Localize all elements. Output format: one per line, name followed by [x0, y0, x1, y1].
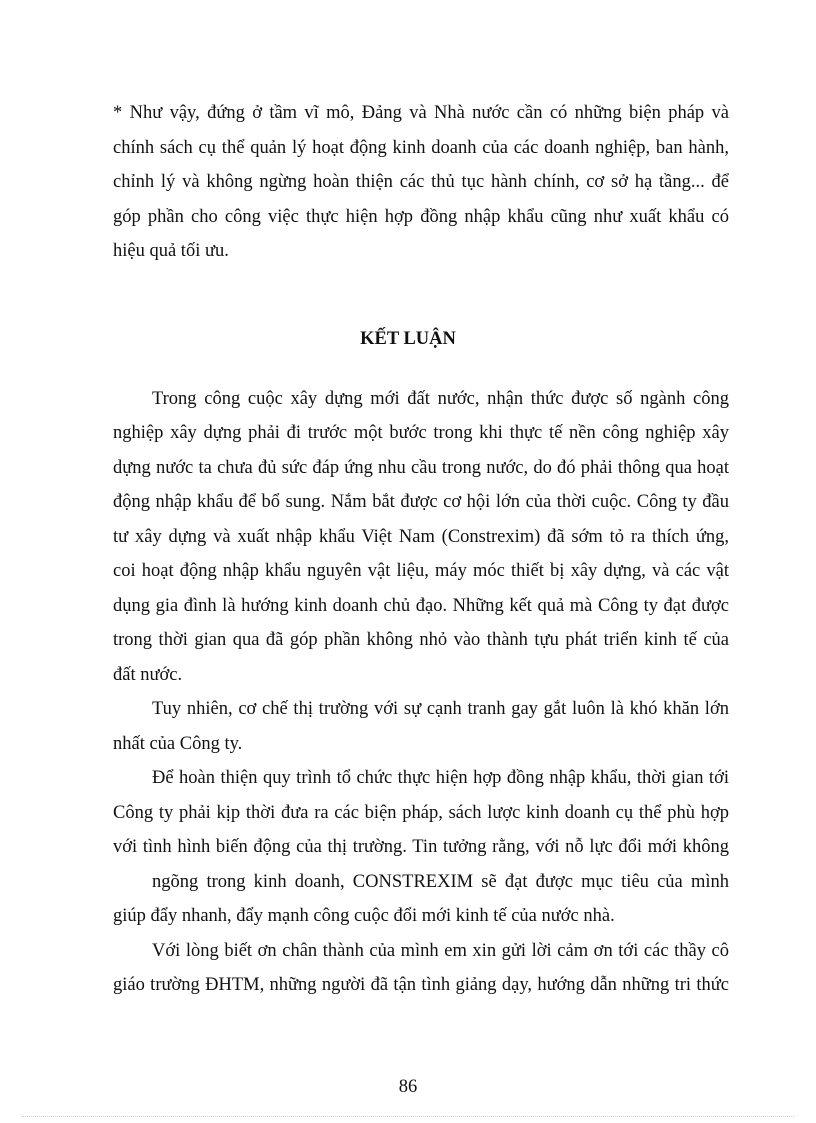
paragraph-line: với tình hình biến động của thị trường. Tin tưởng rằng, với nỗ lực đổi mới không	[113, 837, 729, 857]
paragraph-line: trong thời gian qua đã góp phần không nhỏ vào thành tựu phát triển kinh tế của	[113, 630, 729, 650]
section-heading: KẾT LUẬN	[360, 329, 456, 349]
paragraph-line: dựng nước ta chưa đủ sức đáp ứng nhu cầu trong nước, do đó phải thông qua hoạt	[113, 458, 729, 478]
paragraph-line: Công ty phải kịp thời đưa ra các biện pháp, sách lược kinh doanh cụ thể phù hợp	[113, 803, 729, 823]
paragraph-line: nhất của Công ty.	[113, 734, 243, 754]
paragraph-line: tư xây dựng và xuất nhập khẩu Việt Nam (Constrexim) đã sớm tỏ ra thích ứng,	[113, 527, 729, 547]
paragraph-line: Tuy nhiên, cơ chế thị trường với sự cạnh tranh gay gắt luôn là khó khăn lớn	[152, 699, 729, 719]
paragraph-line: dụng gia đình là hướng kinh doanh chủ đạo. Những kết quả mà Công ty đạt được	[113, 596, 729, 616]
paragraph-line: chỉnh lý và không ngừng hoàn thiện các thủ tục hành chính, cơ sở hạ tầng... để	[113, 172, 729, 192]
paragraph-line: Với lòng biết ơn chân thành của mình em xin gửi lời cảm ơn tới các thầy cô	[152, 941, 729, 961]
paragraph-line: động nhập khẩu để bổ sung. Nắm bắt được cơ hội lớn của thời cuộc. Công ty đầu	[113, 492, 729, 512]
paragraph-line: hiệu quả tối ưu.	[113, 241, 229, 261]
page-number: 86	[398, 1077, 418, 1097]
paragraph-line: chính sách cụ thể quản lý hoạt động kinh doanh của các doanh nghiệp, ban hành,	[113, 138, 729, 158]
paragraph-line: coi hoạt động nhập khẩu nguyên vật liệu, máy móc thiết bị xây dựng, và các vật	[113, 561, 729, 581]
paragraph-line: giáo trường ĐHTM, những người đã tận tình giảng dạy, hướng dẫn những tri thức	[113, 975, 729, 995]
paragraph-line: đất nước.	[113, 665, 183, 685]
footer-divider	[22, 1116, 794, 1117]
paragraph-line: Trong công cuộc xây dựng mới đất nước, nhận thức được số ngành công	[152, 389, 729, 409]
paragraph-line: Để hoàn thiện quy trình tổ chức thực hiện hợp đồng nhập khẩu, thời gian tới	[152, 768, 729, 788]
paragraph-line: góp phần cho công việc thực hiện hợp đồng nhập khẩu cũng như xuất khẩu có	[113, 207, 729, 227]
paragraph-line: nghiệp xây dựng phải đi trước một bước trong khi thực tế nền công nghiệp xây	[113, 423, 729, 443]
paragraph-line: giúp đẩy nhanh, đẩy mạnh công cuộc đổi mới kinh tế của nước nhà.	[113, 906, 615, 926]
paragraph-line: * Như vậy, đứng ở tầm vĩ mô, Đảng và Nhà nước cần có những biện pháp và	[113, 103, 729, 123]
paragraph-line: ngõng trong kinh doanh, CONSTREXIM sẽ đạt được mục tiêu của mình	[152, 872, 729, 892]
